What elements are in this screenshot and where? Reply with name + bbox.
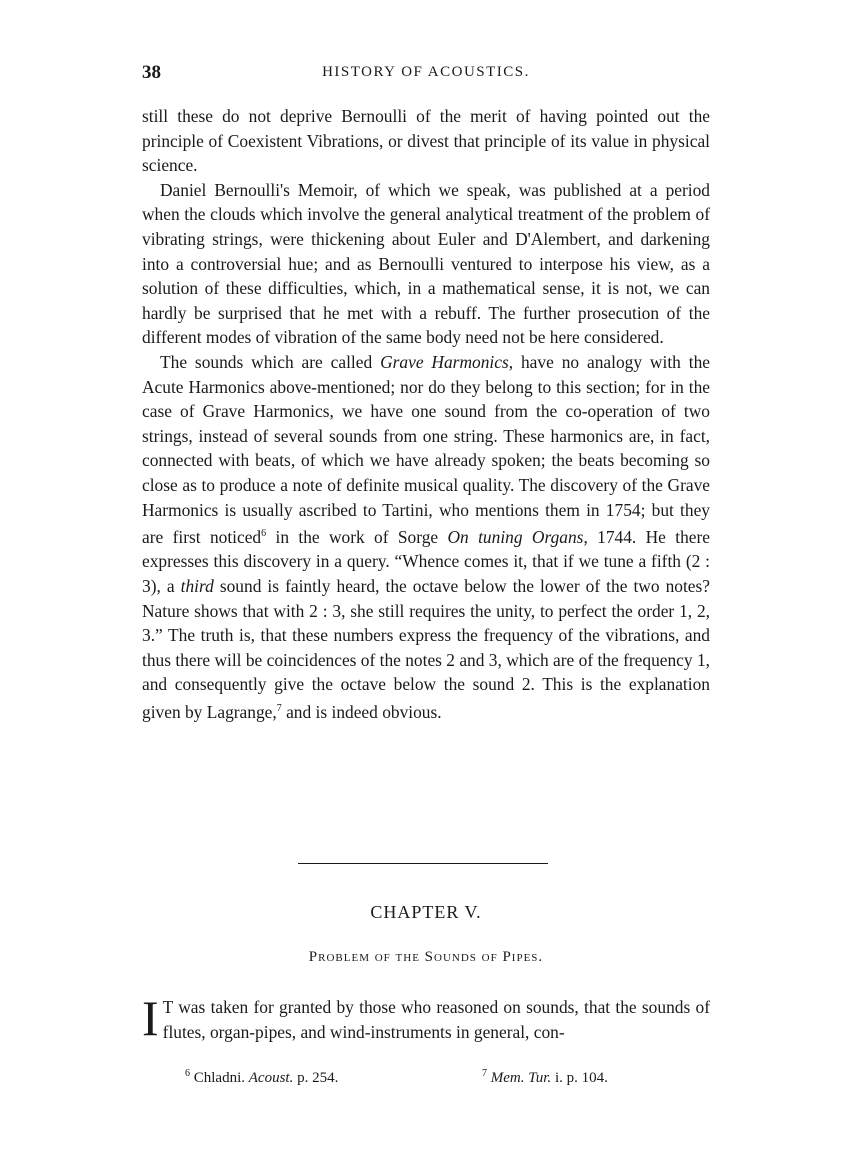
text-span: in the work of Sorge [266,526,448,547]
chapter-number: CHAPTER V. [370,902,482,922]
emphasis-grave-harmonics: Grave Harmonics [380,351,509,372]
text-span: , have no analogy with the Acute Harmonics above-mentioned; nor do they belong to this section; for in the case of Grave Harmonics, we have one sound from the co-operation of two strings, instead of several sounds from one string. These harmonics are, in fact, connected with beats, of which we have already spoken; the beats becoming so close as to produce a note of definite musical quality. The discovery of the Grave Harmonics is usually ascribed to Tartini, who mentions them in 1754; but they are first noticed [142,351,710,547]
drop-cap: I [142,990,159,1046]
footnote-text: p. 254. [293,1070,339,1086]
footnote-emphasis: Mem. Tur. [490,1070,552,1086]
chapter-opening [142,990,710,1046]
section-divider [298,863,548,864]
page-header [142,62,710,86]
paragraph-2: Daniel Bernoulli's Memoir, of which we speak, was published at a period when the clouds which involve the general analytical treatment of the problem of vibrating strings, were thickening about Euler and D'Alembert, and darkening into a controversial hue; and as Bernoulli ventured to interpose his view, as a solution of these difficulties, which, in a mathematical sense, it is not, we can hardly be surprised that he met with a rebuff. The further prosecution of the different modes of vibration of the same body need not be here considered. [142,179,710,348]
running-title: HISTORY OF ACOUSTICS. [322,64,530,80]
paragraph-3 [142,350,710,725]
text-span: sound is faintly heard, the octave below the lower of the two notes? Nature shows that with 2 : 3, she still requires the unity, to perfect the order 1, 2, 3.” The truth is, that these numbers express the frequency of the vibrations, and thus there will be coincidences of the notes 2 and 3, which are of the frequency 1, and consequently give the octave below the sound 2. This is the explanation given by Lagrange, [142,576,710,722]
body-text [142,104,710,724]
footnote-7 [482,1068,608,1087]
footnote-emphasis: Acoust. [248,1070,294,1086]
footnote-6 [185,1068,338,1087]
text-span: and is indeed obvious. [281,701,442,722]
emphasis-book-title: On tuning Organs [447,526,584,547]
chapter-title: Problem of the Sounds of Pipes. [308,949,544,965]
footnote-mark-6: 6 [185,1068,190,1079]
text-span: The sounds which are called [160,351,381,372]
page-number: 38 [142,62,161,83]
footnote-mark-7: 7 [482,1068,487,1079]
footnote-text: i. p. 104. [551,1070,608,1086]
footnote-text: Chladni. [193,1070,249,1086]
footnotes [142,1068,710,1092]
text-span: , 1744. He there expresses this discovery in a query. “Whence comes it, that if we tune a fifth (2 : 3), a [142,526,710,597]
footnote-ref-6: 6 [261,528,267,540]
footnote-ref-7: 7 [276,703,282,715]
emphasis-third: third [180,576,214,597]
opening-text: T was taken for granted by those who reasoned on sounds, that the sounds of flutes, organ-pipes, and wind-instruments in general, con- [162,997,710,1042]
paragraph-1: still these do not deprive Bernoulli of the merit of having pointed out the principle of Coexistent Vibrations, or divest that principle of its value in physical science. [142,106,710,176]
